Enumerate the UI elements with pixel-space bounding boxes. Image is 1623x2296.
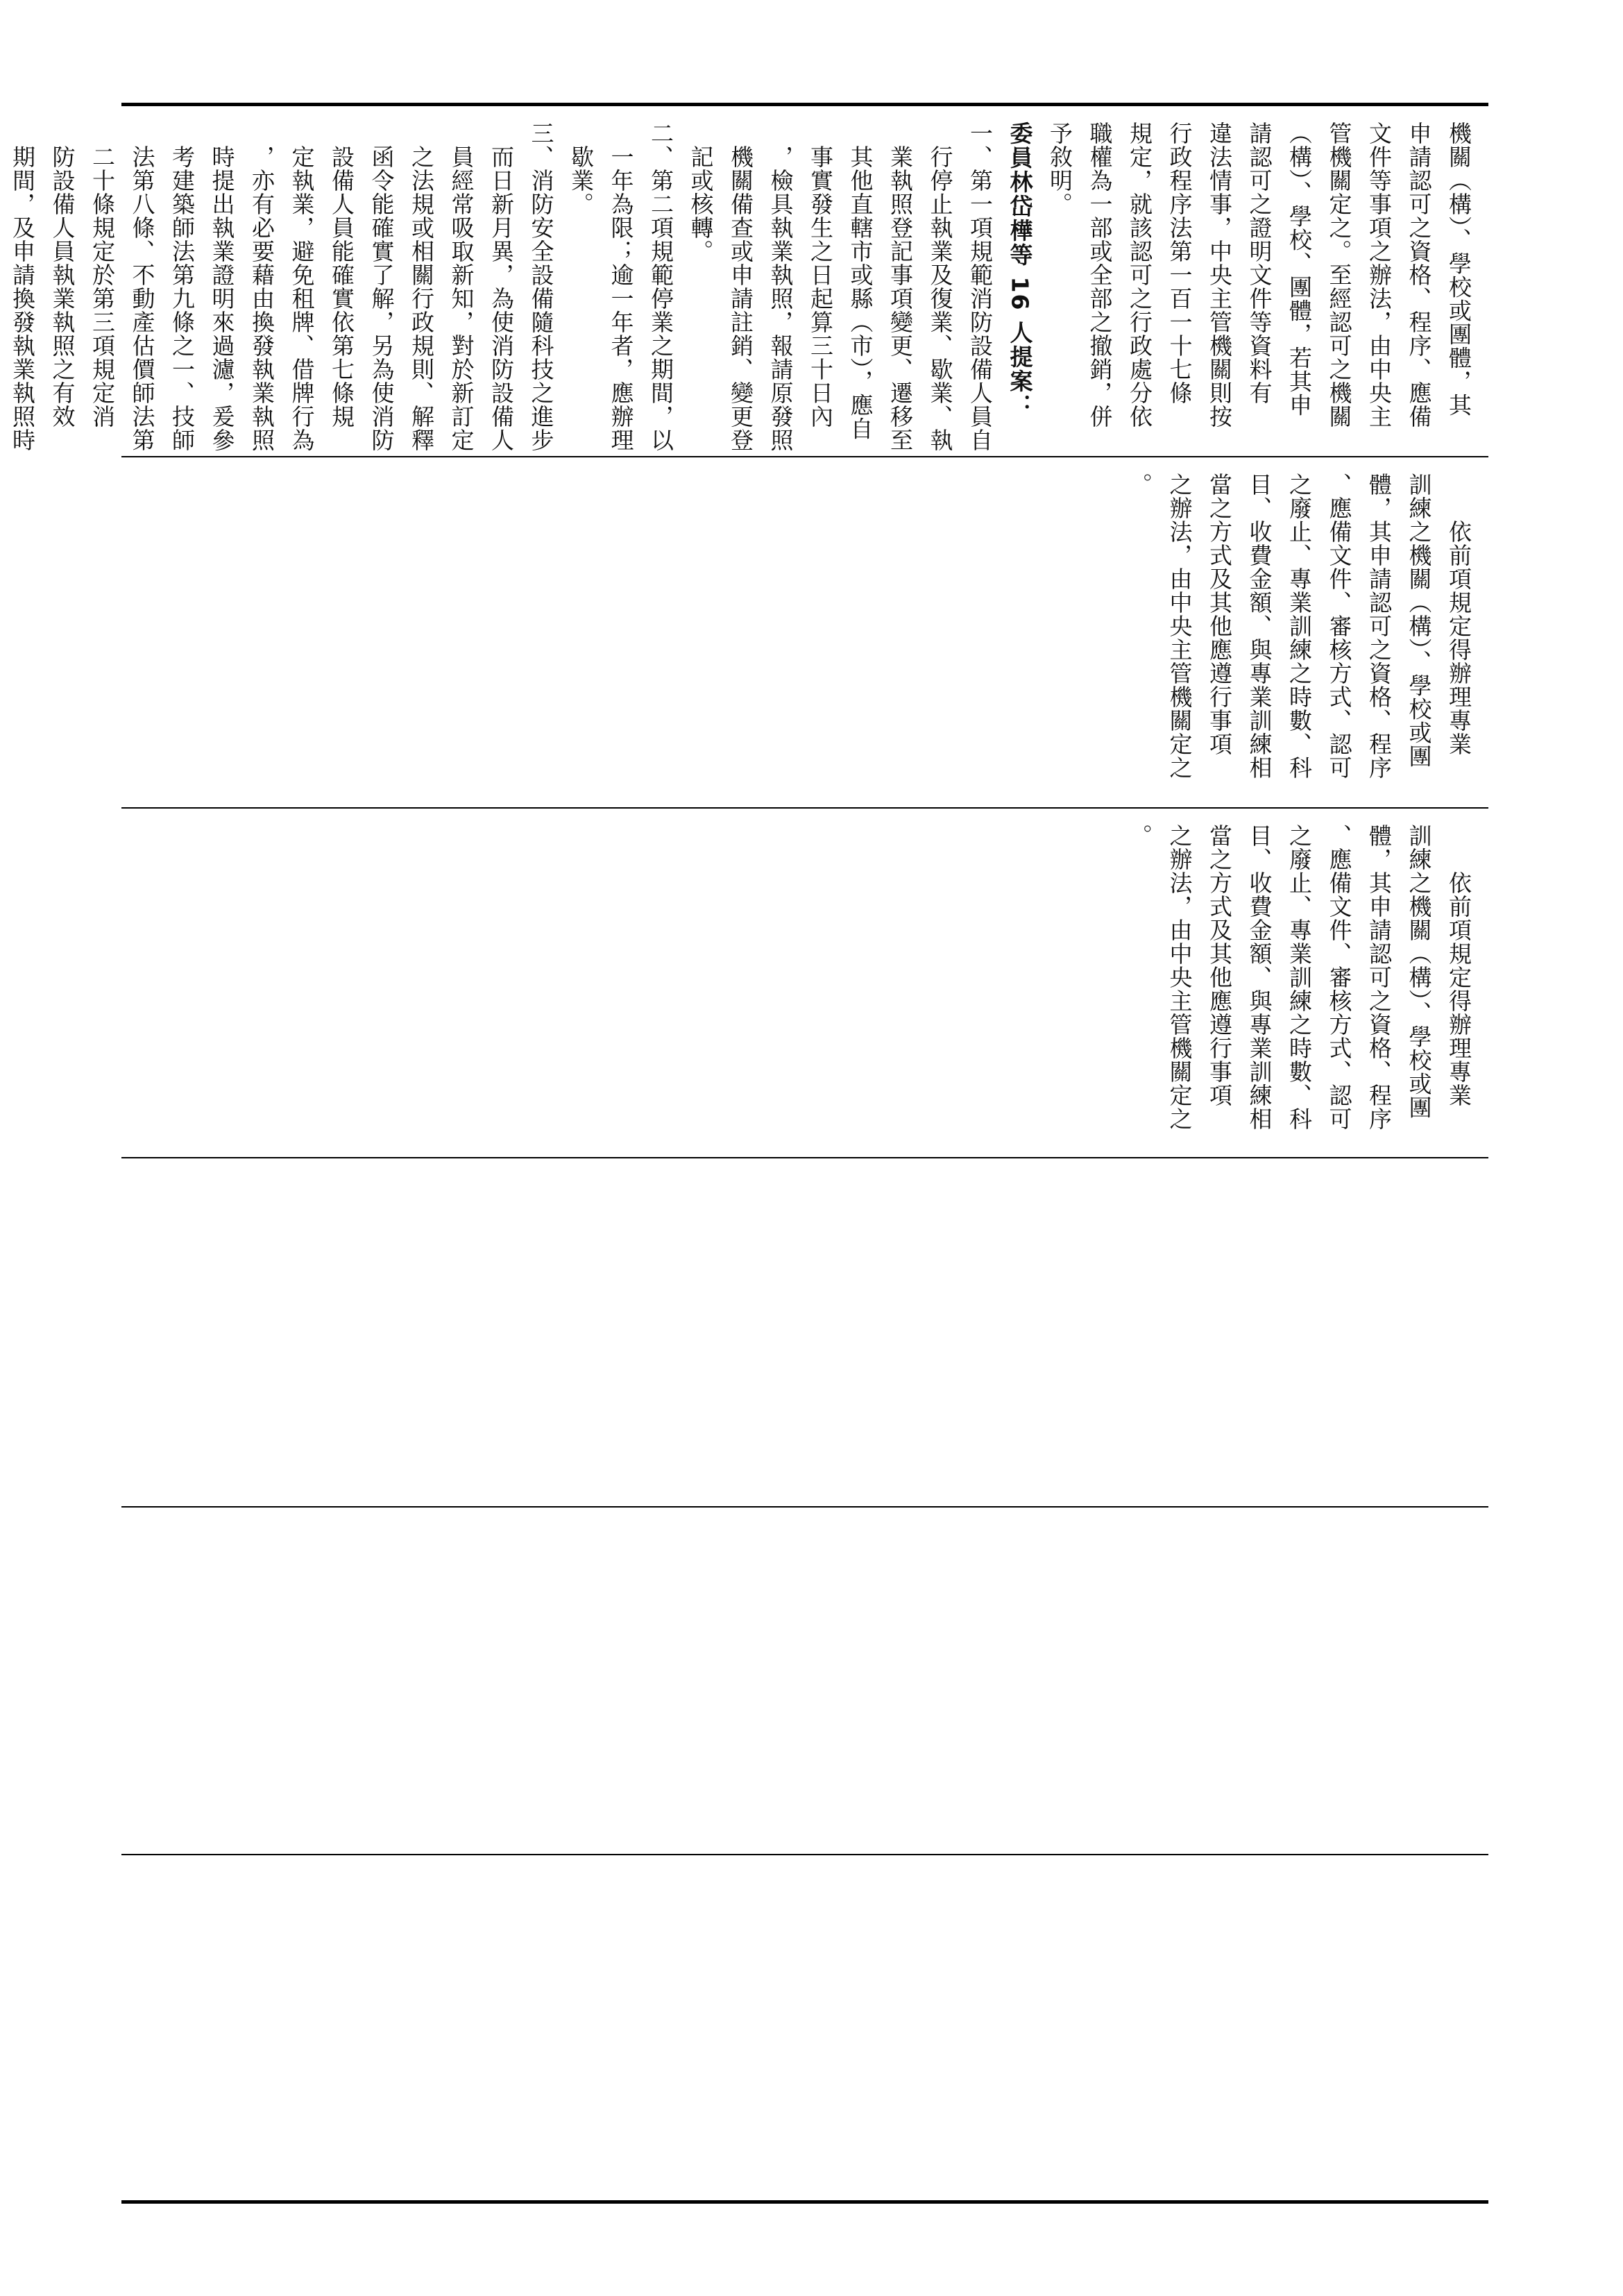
text-line: 體，其申請認可之資格、程序 xyxy=(1366,473,1393,779)
text-line: 行停止執業及復業、歇業、執 xyxy=(926,121,954,452)
text-line: 之廢止、專業訓練之時數、科 xyxy=(1286,824,1313,1131)
text-line: 體，其申請認可之資格、程序 xyxy=(1366,824,1393,1131)
text-line: （構）、學校、團體，若其申 xyxy=(1286,121,1313,417)
text-line: 之法規或相關行政規則、解釋 xyxy=(408,121,435,452)
row-3-text xyxy=(1120,809,1479,1172)
text-line: 訓練之機關（構）、學校或團 xyxy=(1405,824,1433,1120)
text-line xyxy=(0,121,3,471)
text-line: 申請認可之資格、程序、應備 xyxy=(1405,121,1433,428)
row-2-text xyxy=(1120,457,1479,822)
text-line: 一、第一項規範消防設備人員自 xyxy=(967,121,994,452)
text-line: 機關備查或申請註銷、變更登 xyxy=(727,121,754,452)
text-line: 。 xyxy=(1126,824,1153,847)
text-line: 機關（構）、學校或團體，其 xyxy=(1445,121,1472,417)
text-line: 三、消防安全設備隨科技之進步 xyxy=(527,121,555,452)
text-line: 期間，及申請換發執業執照時 xyxy=(9,121,36,452)
text-line: 記或核轉。 xyxy=(687,121,715,263)
table-row-4 xyxy=(121,1158,1488,1506)
text-line: 函令能確實了解，另為使消防 xyxy=(368,121,396,452)
text-line: 二、第二項規範停業之期間，以 xyxy=(647,121,674,452)
text-line: 之辦法，由中央主管機關定之 xyxy=(1166,824,1193,1131)
text-line: 之辦法，由中央主管機關定之 xyxy=(1166,473,1193,779)
text-line: 時提出執業證明來過濾，爰參 xyxy=(208,121,236,452)
text-line: 。 xyxy=(1126,473,1153,496)
text-line: 業執照登記事項變更、遷移至 xyxy=(887,121,914,452)
text-line: 其他直轄市或縣（市），應自 xyxy=(847,121,874,441)
table-row-1 xyxy=(9,106,1488,456)
text-line: 之廢止、專業訓練之時數、科 xyxy=(1286,473,1313,779)
text-line: 設備人員能確實依第七條規 xyxy=(328,121,355,428)
proposal-heading: 委員林岱樺等 16 人提案： xyxy=(1006,121,1034,418)
text-line: 、應備文件、審核方式、認可 xyxy=(1325,473,1353,779)
text-line: 定執業，避免租牌、借牌行為 xyxy=(288,121,316,452)
row-divider-5 xyxy=(121,1854,1488,1855)
text-line: 當之方式及其他應遵行事項 xyxy=(1206,824,1233,1107)
text-line: 事實發生之日起算三十日內 xyxy=(807,121,834,428)
text-line: 違法情事，中央主管機關則按 xyxy=(1206,121,1233,428)
text-line: ，亦有必要藉由換發執業執照 xyxy=(248,121,275,452)
text-line: 當之方式及其他應遵行事項 xyxy=(1206,473,1233,756)
text-line: 法第八條、不動產估價師法第 xyxy=(128,121,156,452)
text-line: 、應備文件、審核方式、認可 xyxy=(1325,824,1353,1131)
text-line: 員經常吸取新知，對於新訂定 xyxy=(448,121,475,452)
text-line: 依前項規定得辦理專業 xyxy=(1445,824,1472,1107)
text-line: ，檢具執業執照，報請原發照 xyxy=(767,121,794,452)
text-line: 歇業。 xyxy=(568,121,595,216)
table-row-3 xyxy=(121,809,1488,1157)
table-row-2 xyxy=(121,457,1488,807)
text-line: 規定，就該認可之行政處分依 xyxy=(1126,121,1153,428)
text-line: 職權為一部或全部之撤銷，併 xyxy=(1086,121,1114,428)
text-line: 防設備人員執業執照之有效 xyxy=(49,121,76,428)
text-line: 目、收費金額、與專業訓練相 xyxy=(1246,473,1273,779)
table-row-5 xyxy=(121,1508,1488,1854)
text-line: 行政程序法第一百一十七條 xyxy=(1166,121,1193,405)
text-line: 目、收費金額、與專業訓練相 xyxy=(1246,824,1273,1131)
text-line: 一年為限；逾一年者，應辦理 xyxy=(607,121,635,452)
text-line: 二十條規定於第三項規定消 xyxy=(89,121,116,428)
text-line: 依前項規定得辦理專業 xyxy=(1445,473,1472,756)
text-line: 考建築師法第九條之一、技師 xyxy=(169,121,196,452)
text-line: 請認可之證明文件等資料有 xyxy=(1246,121,1273,405)
text-line: 而日新月異，為使消防設備人 xyxy=(488,121,515,452)
text-line: 管機關定之。至經認可之機關 xyxy=(1325,121,1353,428)
table-bottom-border xyxy=(121,2200,1488,2204)
row-1-text xyxy=(0,106,1479,471)
text-line: 予敘明。 xyxy=(1046,121,1073,216)
text-line: 訓練之機關（構）、學校或團 xyxy=(1405,473,1433,768)
text-line: 文件等事項之辦法，由中央主 xyxy=(1366,121,1393,428)
